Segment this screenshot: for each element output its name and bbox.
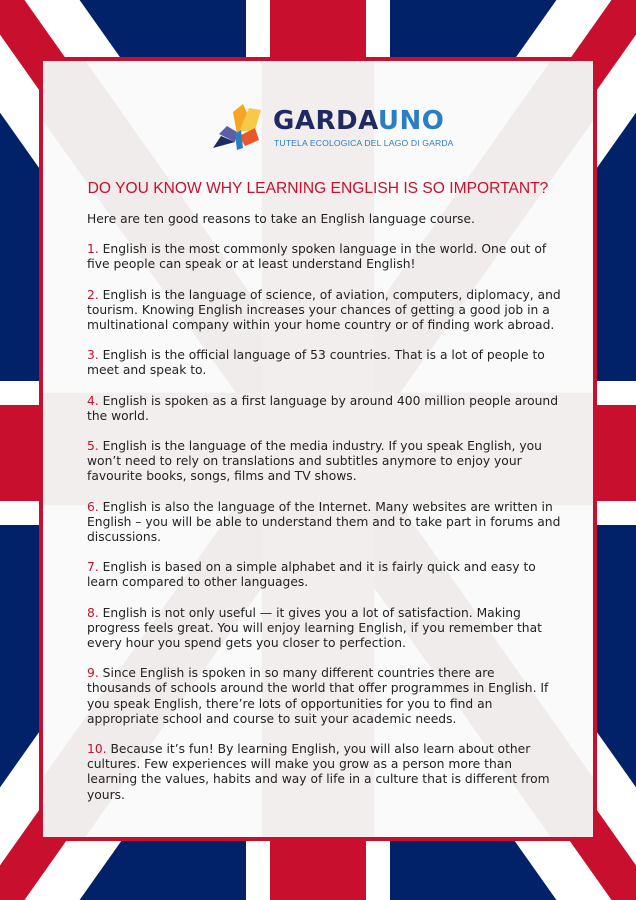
butterfly-logo-icon <box>209 102 265 158</box>
gardauno-logo <box>209 102 454 158</box>
reason-text: Since English is spoken in so many different countries there are thousands of schools around the world that offer programmes in English. If you speak English, there’re lots of opportunities for you to find an appropriate school and course to suit your academic needs. <box>87 666 549 726</box>
reasons-content <box>87 212 561 818</box>
reason-number: 4. <box>87 393 99 408</box>
page-title: DO YOU KNOW WHY LEARNING ENGLISH IS SO IMPORTANT? <box>87 180 549 197</box>
reason-item <box>87 500 561 546</box>
reason-text: English is also the language of the Internet. Many websites are written in English – you will be able to understand them and to take part in forums and discussions. <box>87 499 561 545</box>
reason-text: English is not only useful — it gives you a lot of satisfaction. Making progress feels great. You will enjoy learning English, if you remember that every hour you spend gets you closer to perfection. <box>87 605 542 651</box>
reason-number: 8. <box>87 605 99 620</box>
reason-item <box>87 666 561 727</box>
intro-text: Here are ten good reasons to take an English language course. <box>87 212 475 226</box>
logo-tagline: TUTELA ECOLOGICA DEL LAGO DI GARDA <box>274 138 454 148</box>
reason-item <box>87 348 561 378</box>
reason-number: 9. <box>87 666 99 681</box>
reason-number: 6. <box>87 499 99 514</box>
reason-text: English is the language of science, of aviation, computers, diplomacy, and tourism. Knowing English increases your chances of getting a good job in a multinational company within your home country or of finding work abroad. <box>87 287 561 333</box>
logo-wordmark <box>273 106 444 136</box>
reason-number: 7. <box>87 560 99 575</box>
reason-number: 5. <box>87 439 99 454</box>
reason-text: English is the most commonly spoken language in the world. One out of five people can speak or at least understand English! <box>87 242 547 272</box>
reason-item <box>87 439 561 485</box>
reason-number: 3. <box>87 348 99 363</box>
logo-name-part1: GARDA <box>273 106 378 136</box>
logo-name-part2: UNO <box>377 106 445 136</box>
reason-text: English is based on a simple alphabet and it is fairly quick and easy to learn compared to other languages. <box>87 560 536 590</box>
content-card <box>39 57 597 841</box>
reason-text: English is spoken as a first language by around 400 million people around the world. <box>87 393 558 423</box>
reason-text: English is the language of the media industry. If you speak English, you won’t need to rely on translations and subtitles anymore to enjoy your favourite books, songs, films and TV shows. <box>87 439 542 484</box>
reason-item <box>87 242 561 272</box>
reason-item <box>87 560 561 590</box>
reason-number: 1. <box>87 242 99 257</box>
reason-item <box>87 394 561 424</box>
reason-item <box>87 606 561 652</box>
reason-number: 2. <box>87 287 99 302</box>
reason-item <box>87 288 561 334</box>
reason-text: English is the official language of 53 countries. That is a lot of people to meet and speak to. <box>87 348 545 378</box>
reason-number: 10. <box>87 742 107 757</box>
reason-text: Because it’s fun! By learning English, you will also learn about other cultures. Few experiences will make you grow as a person more than learning the values, habits and way of life in a culture that is different from yours. <box>87 742 550 802</box>
reason-item <box>87 742 561 803</box>
